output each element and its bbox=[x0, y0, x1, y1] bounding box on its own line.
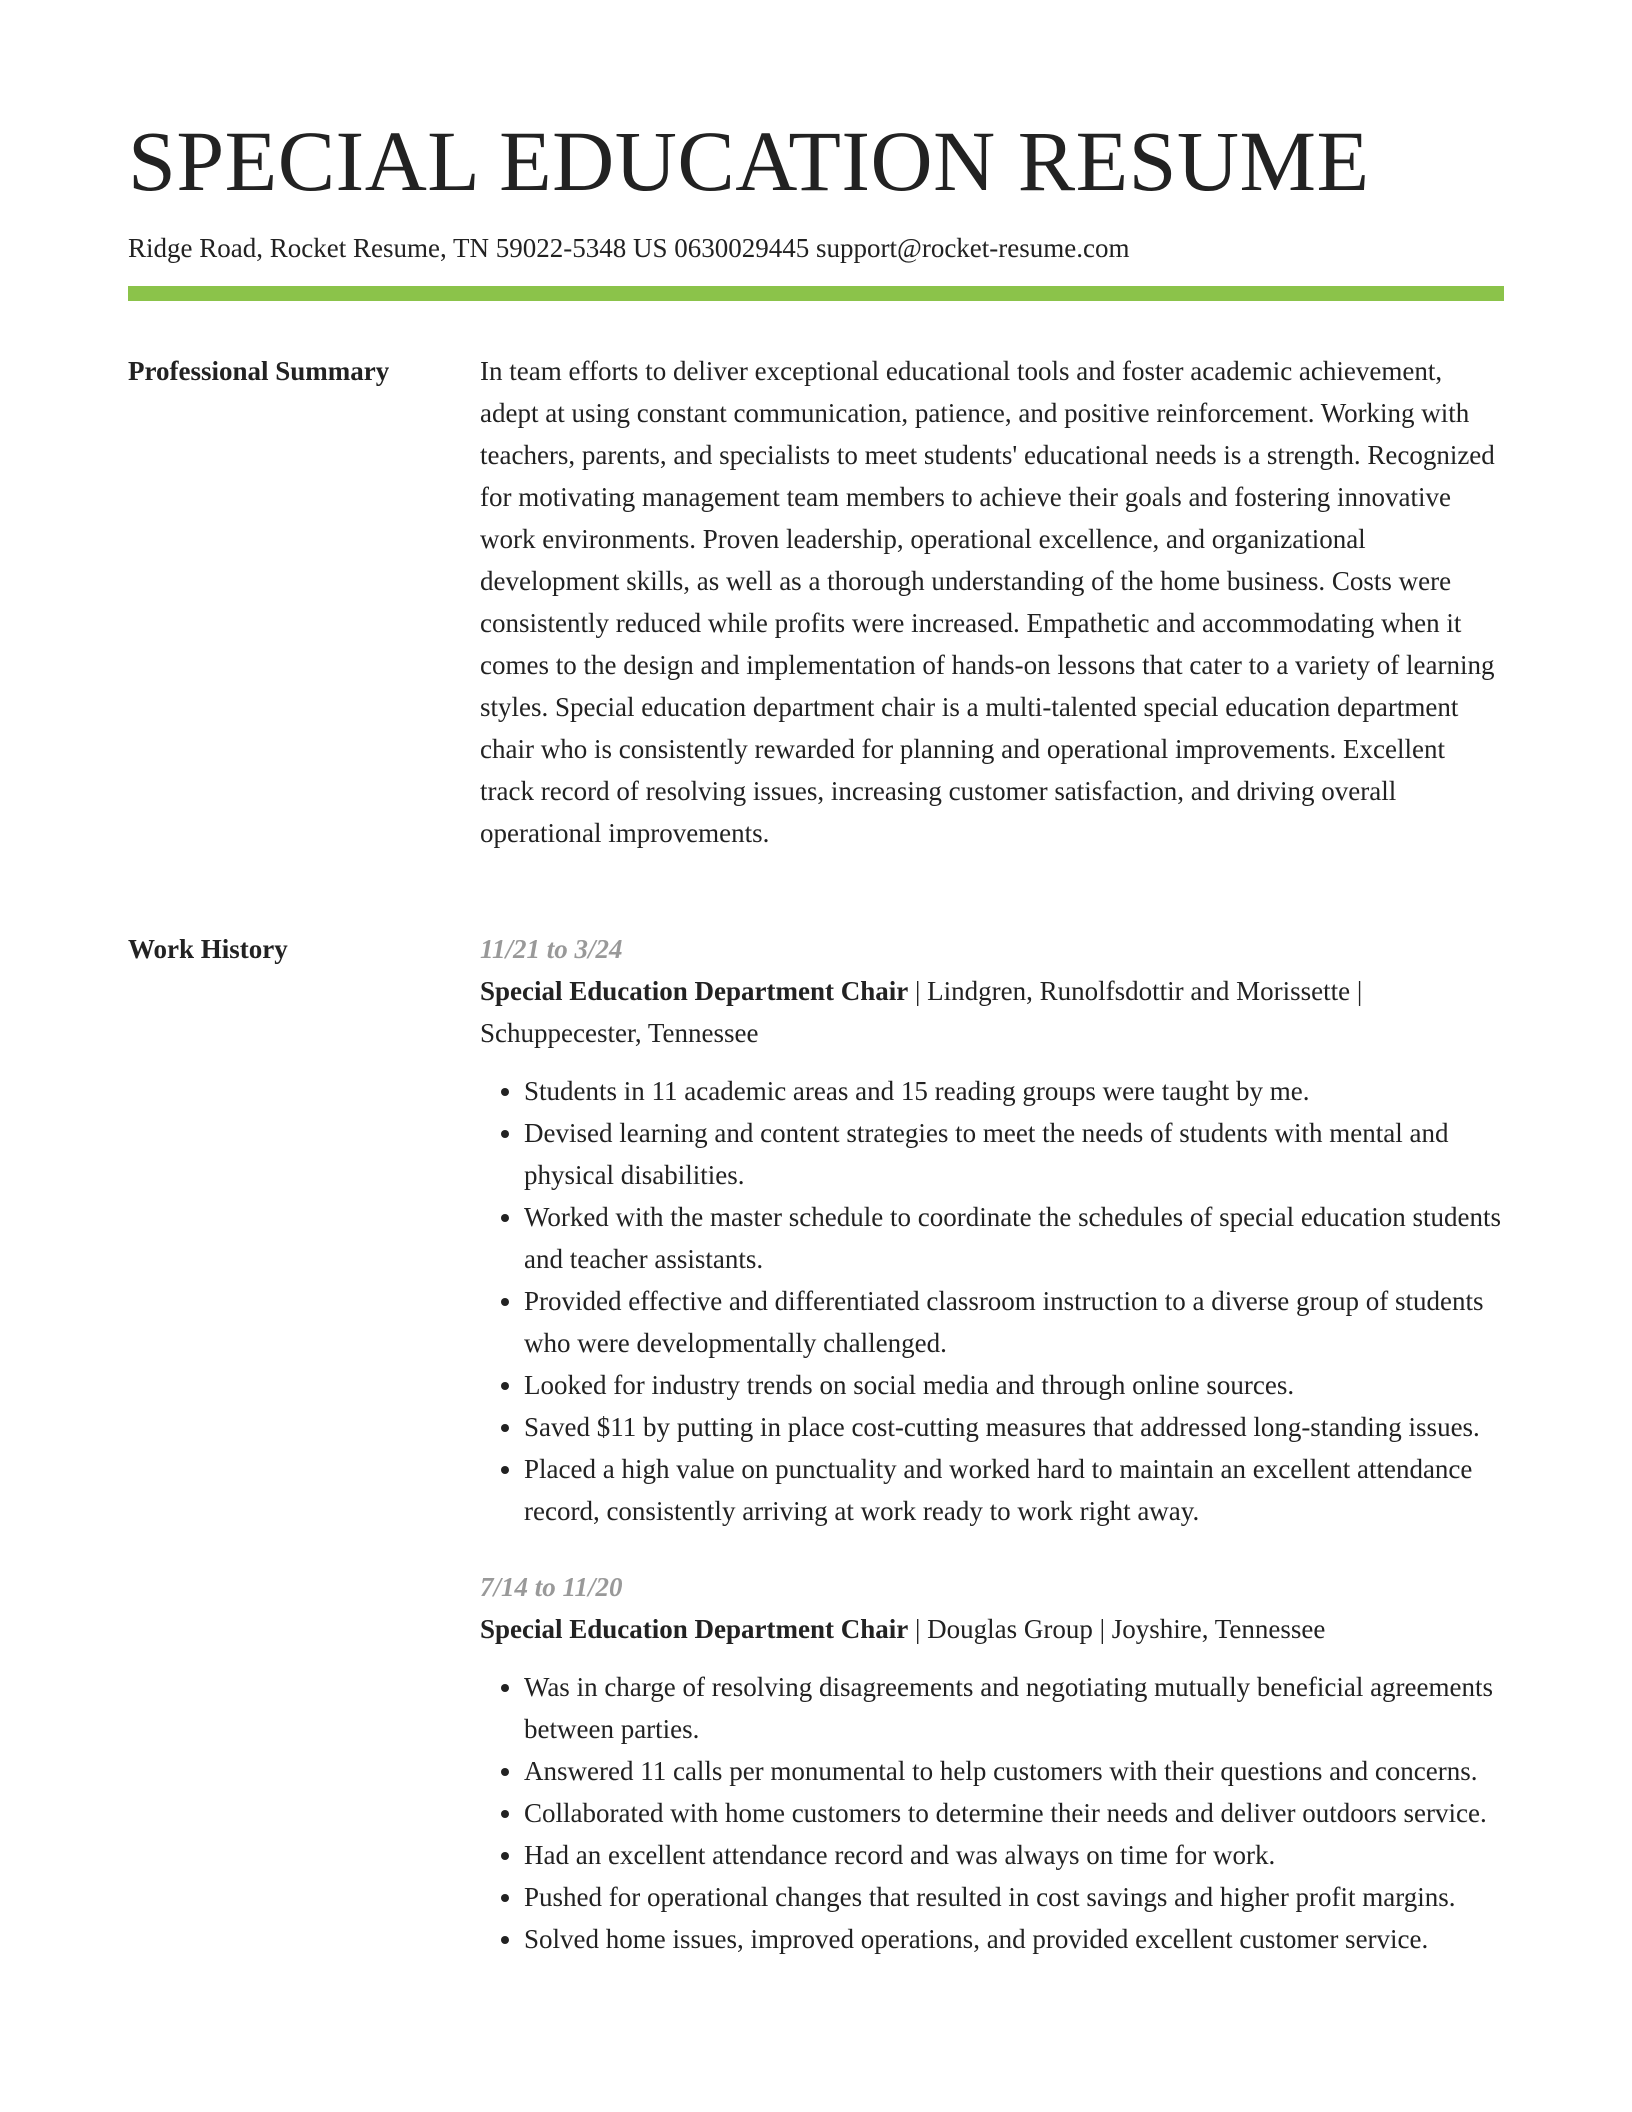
job-title: Special Education Department Chair bbox=[480, 976, 909, 1006]
job-title: Special Education Department Chair bbox=[480, 1614, 909, 1644]
job-bullet: • Pushed for operational changes that resulted in cost savings and higher profit margins. bbox=[524, 1876, 1504, 1918]
resume-title: SPECIAL EDUCATION RESUME bbox=[128, 113, 1370, 209]
job-bullet: • Solved home issues, improved operations, and provided excellent customer service. bbox=[524, 1918, 1504, 1960]
job-bullet: • Collaborated with home customers to determine their needs and deliver outdoors service. bbox=[524, 1792, 1504, 1834]
job-heading bbox=[480, 970, 1504, 1054]
job-dates: 11/21 to 3/24 bbox=[480, 934, 623, 964]
job-entry bbox=[480, 1566, 1504, 1960]
job-heading bbox=[480, 1608, 1504, 1650]
accent-divider bbox=[128, 286, 1504, 301]
summary-text: In team efforts to deliver exceptional educational tools and foster academic achievement, adept at using constant communication, patience, and positive reinforcement. Working with teachers, parents, and specialists to meet students' educational needs is a strength. Recognized for motivating management team members to achieve their goals and fostering innovative work environments. Proven leadership, operational excellence, and organizational development skills, as well as a thorough understanding of the home business. Costs were consistently reduced while profits were increased. Empathetic and accommodating when it comes to the design and implementation of hands-on lessons that cater to a variety of learning styles. Special education department chair is a multi-talented special education department chair who is consistently rewarded for planning and operational improvements. Excellent track record of resolving issues, increasing customer satisfaction, and driving overall operational improvements. bbox=[480, 356, 1495, 848]
job-bullet: • Was in charge of resolving disagreements and negotiating mutually beneficial agreements between parties. bbox=[524, 1666, 1504, 1750]
section-label-summary: Professional Summary bbox=[128, 356, 390, 386]
work-history-body bbox=[480, 928, 1504, 1994]
job-employer-location: | Douglas Group | Joyshire, Tennessee bbox=[908, 1614, 1326, 1644]
job-employer-location: | Lindgren, Runolfsdottir and Morissette | Schuppecester, Tennessee bbox=[480, 976, 1363, 1048]
summary-body bbox=[480, 350, 1504, 854]
job-bullet-list bbox=[480, 1666, 1504, 1960]
contact-info: Ridge Road, Rocket Resume, TN 59022-5348 US 0630029445 support@rocket-resume.com bbox=[128, 233, 1130, 263]
job-bullet: • Had an excellent attendance record and was always on time for work. bbox=[524, 1834, 1504, 1876]
job-bullet: • Devised learning and content strategies to meet the needs of students with mental and physical disabilities. bbox=[524, 1112, 1504, 1196]
job-bullet: • Answered 11 calls per monumental to help customers with their questions and concerns. bbox=[524, 1750, 1504, 1792]
job-entry bbox=[480, 928, 1504, 1532]
job-dates: 7/14 to 11/20 bbox=[480, 1572, 623, 1602]
job-bullet: • Provided effective and differentiated classroom instruction to a diverse group of students who were developmentally challenged. bbox=[524, 1280, 1504, 1364]
job-bullet: • Students in 11 academic areas and 15 reading groups were taught by me. bbox=[524, 1070, 1504, 1112]
job-bullet-list bbox=[480, 1070, 1504, 1532]
section-label-work-history: Work History bbox=[128, 934, 288, 964]
job-bullet: • Looked for industry trends on social media and through online sources. bbox=[524, 1364, 1504, 1406]
job-bullet: • Placed a high value on punctuality and worked hard to maintain an excellent attendance record, consistently arriving at work ready to work right away. bbox=[524, 1448, 1504, 1532]
job-bullet: • Saved $11 by putting in place cost-cutting measures that addressed long-standing issues. bbox=[524, 1406, 1504, 1448]
job-bullet: • Worked with the master schedule to coordinate the schedules of special education students and teacher assistants. bbox=[524, 1196, 1504, 1280]
